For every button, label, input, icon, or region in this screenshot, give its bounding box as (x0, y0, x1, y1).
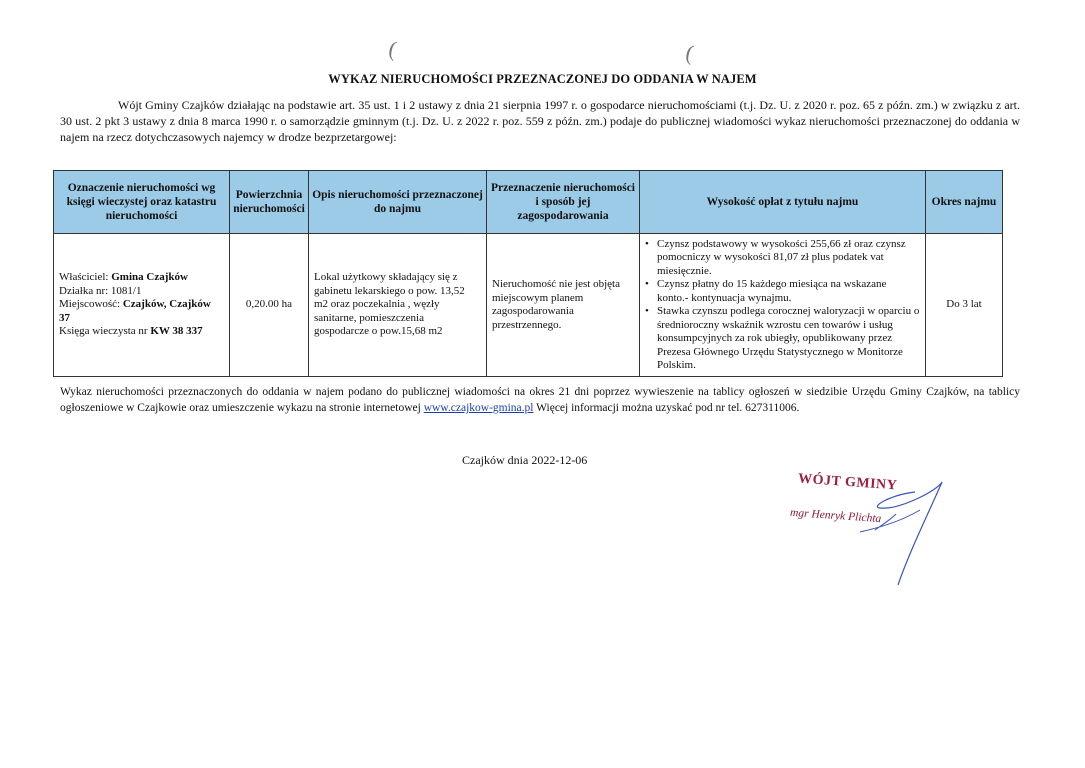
cell-period: Do 3 lat (926, 234, 1003, 377)
cell-fees (640, 234, 926, 377)
scan-mark-left: ( (386, 35, 399, 62)
owner-label: Właściciel: (59, 271, 112, 284)
page-title: WYKAZ NIERUCHOMOŚCI PRZEZNACZONEJ DO ODDANIA W NAJEM (328, 72, 757, 86)
fee-item: • Czynsz podstawowy w wysokości 255,66 zł oraz czynsz pomocniczy w wysokości 81,07 zł plus podatek vat miesięcznie. (645, 238, 920, 279)
footer-text-before: Wykaz nieruchomości przeznaczonych do oddania w najem podano do publicznej wiadomości na okres 21 dni poprzez wywieszenie na tablicy ogłoszeń w siedzibie Urzędu Gminy Czajków, na tablicy ogłoszeniowe w Czajkowie oraz umieszczenie wykazu na stronie internetowej (60, 386, 1020, 414)
header-area: Powierzchnia nieruchomości (230, 171, 309, 234)
header-description: Opis nieruchomości przeznaczonej do najmu (309, 171, 487, 234)
cell-designation (54, 234, 230, 377)
plot-line: Działka nr: 1081/1 (59, 284, 142, 297)
locality-value: Czajków, Czajków 37 (59, 298, 211, 324)
header-purpose: Przeznaczenie nieruchomości i sposób jej zagospodarowania (487, 171, 640, 234)
property-table (53, 170, 1003, 377)
kw-label: Księga wieczysta nr (59, 325, 151, 338)
owner-line (59, 271, 224, 285)
intro-text: Wójt Gminy Czajków działając na podstawie art. 35 ust. 1 i 2 ustawy z dnia 21 sierpnia 1997 r. o gospodarce nieruchomościami (t.j. Dz. U. z 2020 r. poz. 65 z późn. zm.) w związku z art. 30 ust. 2 pkt 3 ustawy z dnia 8 marca 1990 r. o samorządzie gminnym (t.j. Dz. U. z 2022 r. poz. 559 z późn. zm.) podaje do publicznej wiadomości wykaz nieruchomości przeznaczonej do oddania w najem na rzecz dotychczasowych najemcy w drodze bezprzetargowej: (60, 98, 1020, 144)
kw-value: KW 38 337 (150, 325, 203, 338)
cell-purpose: Nieruchomość nie jest objęta miejscowym planem zagospodarowania przestrzennego. (487, 234, 640, 377)
footer-text-after: Więcej informacji można uzyskać pod nr tel. 627311006. (533, 402, 800, 414)
stamp-name: mgr Henryk Plichta (789, 506, 882, 526)
header-designation: Oznaczenie nieruchomości wg księgi wieczystej oraz katastru nieruchomości (54, 171, 230, 234)
intro-paragraph (60, 97, 1020, 145)
owner-value: Gmina Czajków (111, 271, 188, 284)
footer-note (60, 384, 1020, 416)
handwritten-signature (820, 470, 950, 585)
website-link[interactable]: www.czajkow-gmina.pl (423, 402, 534, 414)
scan-mark-right: ( (683, 39, 696, 66)
place-date: Czajków dnia 2022-12-06 (462, 453, 588, 467)
table-row (54, 234, 1003, 377)
fee-item: • Czynsz płatny do 15 każdego miesiąca na wskazane konto.- kontynuacja wynajmu. (645, 278, 920, 305)
header-period: Okres najmu (926, 171, 1003, 234)
stamp-title: WÓJT GMINY (797, 471, 898, 494)
locality-label: Miejscowość: (59, 298, 123, 311)
cell-area: 0,20.00 ha (230, 234, 309, 377)
cell-description: Lokal użytkowy składający się z gabinetu lekarskiego o pow. 13,52 m2 oraz poczekalnia , węzły sanitarne, pomieszczenia gospodarcze o pow.15,68 m2 (309, 234, 487, 377)
table-header-row (54, 171, 1003, 234)
header-fees: Wysokość opłat z tytułu najmu (640, 171, 926, 234)
locality-line (59, 298, 224, 325)
fee-item: • Stawka czynszu podlega corocznej waloryzacji w oparciu o średnioroczny wskaźnik wzrostu cen towarów i usług konsumpcyjnych za rok ubiegły, opublikowany przez Prezesa Głównego Urzędu Statystycznego w Monitorze Polskim. (645, 305, 920, 373)
kw-line (59, 325, 224, 339)
